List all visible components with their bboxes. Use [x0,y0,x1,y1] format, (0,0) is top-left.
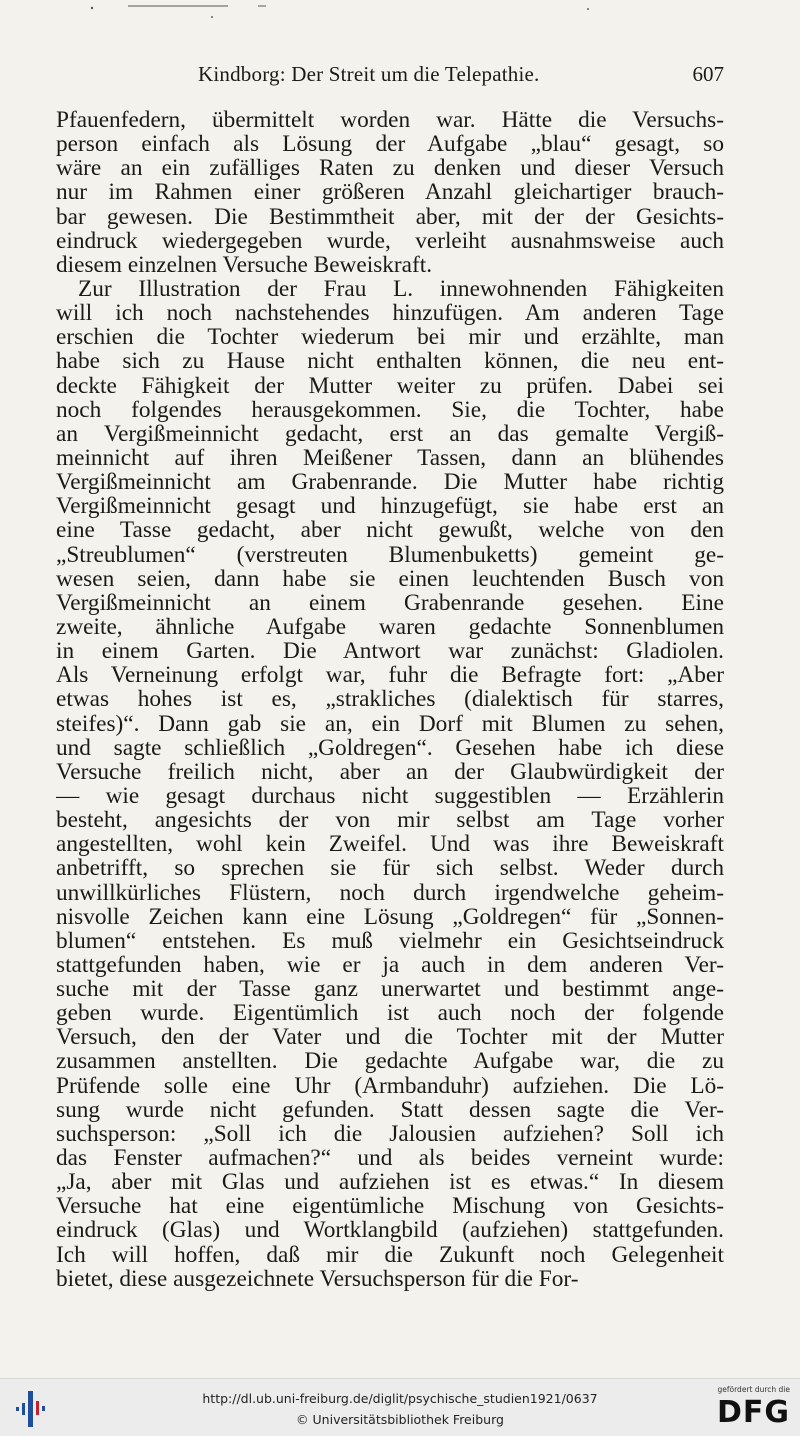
text-line: diesem einzelnen Versuche Beweiskraft. [56,252,433,277]
text-line: habe sich zu Hause nicht enthalten können, die neu ent- [56,349,724,374]
text-line: bietet, diese ausgezeichnete Versuchsperson für die For- [56,1266,579,1291]
text-line: Vergißmeinnicht am Grabenrande. Die Mutter habe richtig [56,470,724,495]
copyright-notice: © Universitätsbibliothek Freiburg [296,1412,504,1427]
text-line: das Fenster aufmachen?“ und als beides verneint wurde: [56,1146,724,1171]
text-line: blumen“ entstehen. Es muß vielmehr ein Gesichtseindruck [56,928,724,953]
text-line: nisvolle Zeichen kann eine Lösung „Goldregen“ für „Sonnen- [56,904,724,929]
text-line: unwillkürliches Flüstern, noch durch irgendwelche geheim- [56,880,724,905]
text-line: Prüfende solle eine Uhr (Armbanduhr) aufziehen. Die Lö- [56,1073,724,1098]
text-line: Versuche freilich nicht, aber an der Glaubwürdigkeit der [56,759,724,784]
text-line: Als Verneinung erfolgt war, fuhr die Befragte fort: „Aber [56,663,724,688]
text-line: noch folgendes herausgekommen. Sie, die Tochter, habe [56,397,724,422]
text-line: sung wurde nicht gefunden. Statt dessen sagte die Ver- [56,1097,724,1122]
text-line: stattgefunden haben, wie er ja auch in dem anderen Ver- [56,952,724,978]
source-url[interactable]: http://dl.ub.uni-freiburg.de/diglit/psychische_studien1921/0637 [202,1391,598,1406]
text-line: Vergißmeinnicht an einem Grabenrande gesehen. Eine [56,590,724,615]
text-line: will ich noch nachstehendes hinzufügen. Am anderen Tage [56,301,724,326]
text-line: geben wurde. Eigentümlich ist auch noch der folgende [56,1001,724,1026]
viewer-footer [0,1378,800,1436]
text-line: wäre an ein zufälliges Raten zu denken und dieser Versuch [56,156,724,181]
text-line: und sagte schließlich „Goldregen“. Gesehen habe ich diese [56,735,724,760]
running-title: Kindborg: Der Streit um die Telepathie. [198,62,540,86]
dfg-logo [706,1385,790,1431]
text-line: deckte Fähigkeit der Mutter weiter zu prüfen. Dabei sei [56,373,724,398]
text-line: erschien die Tochter wiederum bei mir und erzählte, man [56,325,724,350]
text-line: angestellten, wohl kein Zweifel. Und was ihre Beweiskraft [56,832,724,857]
text-line: eindruck (Glas) und Wortklangbild (aufziehen) stattgefunden. [56,1218,724,1243]
text-line: suche mit der Tasse ganz unerwartet und bestimmt ange- [56,977,724,1002]
text-line: „Streublumen“ (verstreuten Blumenbuketts) gemeint ge- [56,542,724,567]
text-line: etwas hohes ist es, „strakliches (dialektisch für starres, [56,687,724,712]
text-line: besteht, angesichts der von mir selbst am Tage vorher [56,808,724,833]
text-line: zweite, ähnliche Aufgabe waren gedachte Sonnenblumen [56,614,724,640]
dfg-logo-text: DFG [716,1395,790,1430]
body-text [56,108,724,1291]
text-line: Ich will hoffen, daß mir die Zukunft noch Gelegenheit [56,1242,724,1267]
text-line: Zur Illustration der Frau L. innewohnenden Fähigkeiten [78,276,724,302]
text-line: Vergißmeinnicht gesagt und hinzugefügt, sie habe erst an [56,494,724,519]
text-line: suchsperson: „Soll ich die Jalousien aufziehen? Soll ich [56,1121,724,1147]
text-line: nur im Rahmen einer größeren Anzahl gleichartiger brauch- [56,180,724,205]
text-line: steifes)“. Dann gab sie an, ein Dorf mit Blumen zu sehen, [56,711,724,736]
text-line: zusammen anstellten. Die gedachte Aufgabe war, die zu [56,1049,724,1074]
text-line: — wie gesagt durchaus nicht suggestiblen — Erzählerin [56,783,724,809]
text-line: eine Tasse gedacht, aber nicht gewußt, welche von den [56,518,724,543]
text-line: anbetrifft, so sprechen sie für sich selbst. Weder durch [56,856,724,881]
text-line: in einem Garten. Die Antwort war zunächst: Gladiolen. [56,639,724,664]
scan-edge-marks [0,0,800,20]
text-line: person einfach als Lösung der Aufgabe „blau“ gesagt, so [56,132,724,157]
text-line: an Vergißmeinnicht gedacht, erst an das gemalte Vergiß- [56,421,724,446]
text-line: wesen seien, dann habe sie einen leuchtenden Busch von [56,566,724,591]
text-line: eindruck wiedergegeben wurde, verleiht ausnahmsweise auch [56,228,724,253]
text-line: Versuche hat eine eigentümliche Mischung von Gesichts- [56,1194,724,1219]
funding-note: gefördert durch die [717,1385,790,1394]
text-line: „Ja, aber mit Glas und aufziehen ist es etwas.“ In diesem [56,1170,724,1195]
text-line: meinnicht auf ihren Meißener Tassen, dann an blühendes [56,445,724,471]
text-line: Pfauenfedern, übermittelt worden war. Hätte die Versuchs- [56,108,724,133]
text-line: bar gewesen. Die Bestimmtheit aber, mit der der Gesichts- [56,204,724,229]
running-header [56,62,726,90]
text-line: Versuch, den der Vater und die Tochter mit der Mutter [56,1025,724,1050]
page-number: 607 [692,62,724,86]
